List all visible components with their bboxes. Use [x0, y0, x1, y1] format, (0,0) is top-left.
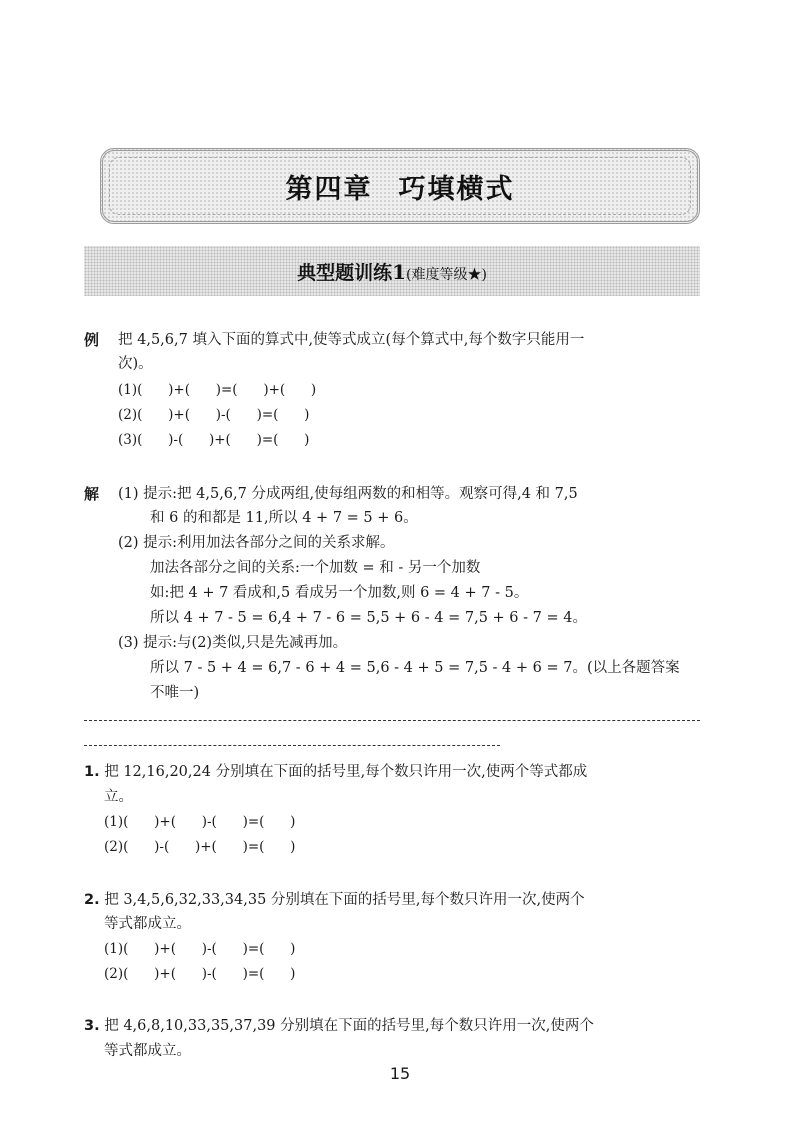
solution-line: 如:把 4 + 7 看成和,5 看成另一个加数,则 6 = 4 + 7 - 5。 — [150, 585, 529, 601]
example-item: (1)( )+( )=( )+( ) — [118, 382, 317, 398]
solution-line: 不唯一) — [150, 685, 200, 701]
example-statement-line: 把 4,5,6,7 填入下面的算式中,使等式成立(每个算式中,每个数字只能用一 — [118, 332, 585, 348]
section-title: 典型题训练 — [297, 261, 393, 284]
question-number: 1. — [84, 764, 100, 780]
solution-line: 所以 7 - 5 + 4 = 6,7 - 6 + 4 = 5,6 - 4 + 5 = 7,5 - 4 + 6 = 7。(以上各题答案 — [150, 660, 680, 676]
solution-line: (1) 提示:把 4,5,6,7 分成两组,使每组两数的和相等。观察可得,4 和 7,5 — [118, 486, 578, 502]
example-marker: 例 — [84, 331, 100, 349]
dashed-divider — [84, 745, 500, 746]
section-number: 1 — [392, 259, 406, 284]
question-number: 3. — [84, 1018, 100, 1034]
question-statement: 把 4,6,8,10,33,35,37,39 分别填在下面的括号里,每个数只许用一次,使两个 — [104, 1018, 594, 1034]
question-statement: 等式都成立。 — [104, 916, 191, 932]
solution-line: (2) 提示:利用加法各部分之间的关系求解。 — [118, 535, 395, 551]
solution-line: (3) 提示:与(2)类似,只是先减再加。 — [118, 635, 348, 651]
solution-line: 和 6 的和都是 11,所以 4 + 7 = 5 + 6。 — [150, 510, 418, 526]
chapter-banner — [100, 148, 700, 224]
solution-marker: 解 — [84, 485, 100, 503]
example-item: (2)( )+( )-( )=( ) — [118, 407, 310, 423]
example-statement-line: 次)。 — [118, 356, 153, 372]
page-number: 15 — [389, 1064, 411, 1083]
question-number: 2. — [84, 892, 100, 908]
question-1-line — [84, 762, 587, 782]
question-item: (1)( )+( )-( )=( ) — [104, 814, 296, 830]
dashed-divider — [84, 720, 700, 721]
question-2-line — [84, 890, 585, 910]
question-item: (1)( )+( )-( )=( ) — [104, 941, 296, 957]
question-statement: 把 3,4,5,6,32,33,34,35 分别填在下面的括号里,每个数只许用一次,使两个 — [104, 892, 585, 908]
section-heading — [297, 258, 487, 285]
question-item: (2)( )-( )+( )=( ) — [104, 839, 296, 855]
solution-line: 所以 4 + 7 - 5 = 6,4 + 7 - 6 = 5,5 + 6 - 4 = 7,5 + 6 - 7 = 4。 — [150, 610, 587, 626]
question-3-line — [84, 1016, 594, 1036]
chapter-heading — [286, 167, 515, 206]
question-statement: 等式都成立。 — [104, 1043, 191, 1059]
solution-line: 加法各部分之间的关系:一个加数 = 和 - 另一个加数 — [150, 560, 481, 576]
chapter-label: 第四章 — [285, 173, 373, 205]
question-statement: 把 12,16,20,24 分别填在下面的括号里,每个数只许用一次,使两个等式都成 — [104, 764, 588, 780]
question-statement: 立。 — [104, 789, 133, 805]
chapter-title: 巧填横式 — [398, 173, 515, 205]
question-item: (2)( )+( )-( )=( ) — [104, 966, 296, 982]
section-banner — [84, 246, 700, 296]
difficulty-label: (难度等级★) — [406, 266, 487, 283]
example-item: (3)( )-( )+( )=( ) — [118, 432, 310, 448]
